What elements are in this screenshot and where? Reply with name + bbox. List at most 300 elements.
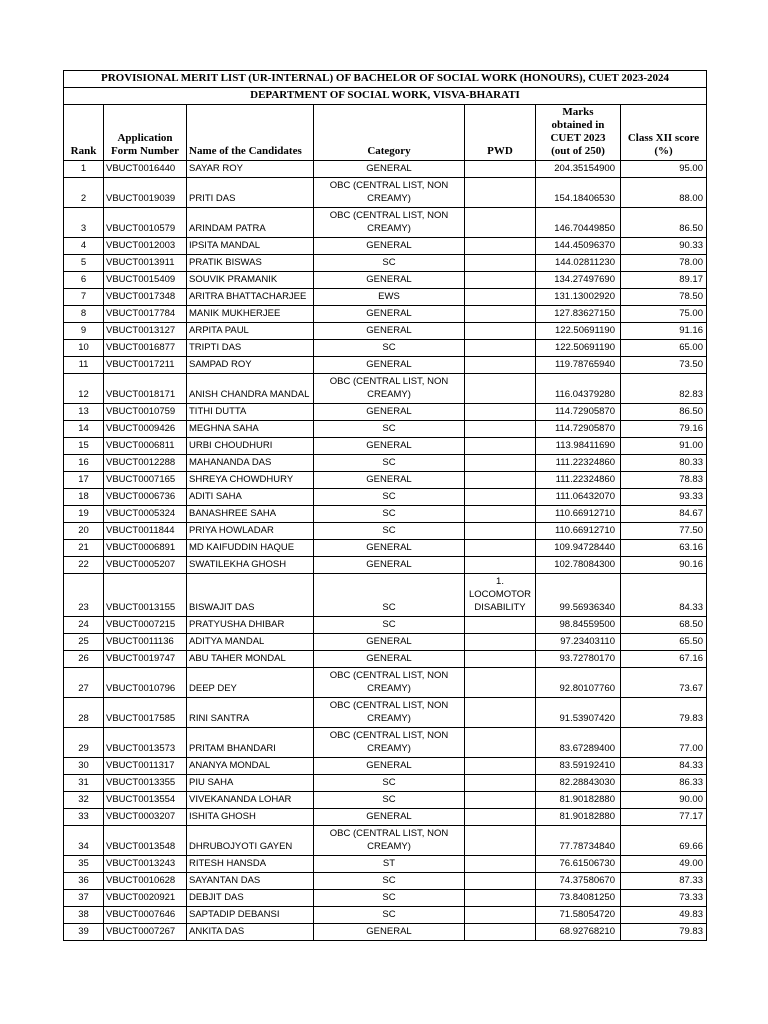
form-number-cell: VBUCT0011136 [104,634,187,651]
class-xii-score-cell: 65.50 [621,634,707,651]
pwd-cell: 1. LOCOMOTOR DISABILITY [465,574,536,617]
cuet-marks-cell: 97.23403110 [536,634,621,651]
pwd-cell [465,557,536,574]
cuet-marks-cell: 116.04379280 [536,374,621,404]
cuet-marks-cell: 122.50691190 [536,340,621,357]
class-xii-score-cell: 78.50 [621,289,707,306]
form-number-cell: VBUCT0012003 [104,238,187,255]
table-row [64,438,707,455]
name-cell: SAYAR ROY [187,161,314,178]
form-number-cell: VBUCT0017585 [104,698,187,728]
pwd-cell [465,809,536,826]
form-number-cell: VBUCT0013573 [104,728,187,758]
category-cell: OBC (CENTRAL LIST, NON CREAMY) [314,698,465,728]
form-number-cell: VBUCT0006891 [104,540,187,557]
table-body [64,161,707,941]
form-number-cell: VBUCT0010628 [104,873,187,890]
name-cell: VIVEKANANDA LOHAR [187,792,314,809]
form-number-cell: VBUCT0006811 [104,438,187,455]
rank-cell: 20 [64,523,104,540]
name-cell: SAPTADIP DEBANSI [187,907,314,924]
form-number-cell: VBUCT0006736 [104,489,187,506]
name-cell: MAHANANDA DAS [187,455,314,472]
category-cell: GENERAL [314,809,465,826]
header-category: Category [314,105,465,161]
class-xii-score-cell: 90.33 [621,238,707,255]
rank-cell: 16 [64,455,104,472]
name-cell: DHRUBOJYOTI GAYEN [187,826,314,856]
name-cell: TITHI DUTTA [187,404,314,421]
rank-cell: 38 [64,907,104,924]
pwd-cell [465,404,536,421]
category-cell: SC [314,506,465,523]
class-xii-score-cell: 77.00 [621,728,707,758]
header-name: Name of the Candidates [187,105,314,161]
category-cell: SC [314,792,465,809]
name-cell: SOUVIK PRAMANIK [187,272,314,289]
pwd-cell [465,907,536,924]
rank-cell: 24 [64,617,104,634]
class-xii-score-cell: 89.17 [621,272,707,289]
rank-cell: 35 [64,856,104,873]
table-row [64,698,707,728]
pwd-cell [465,357,536,374]
name-cell: DEBJIT DAS [187,890,314,907]
pwd-cell [465,238,536,255]
category-cell: OBC (CENTRAL LIST, NON CREAMY) [314,178,465,208]
category-cell: SC [314,873,465,890]
form-number-cell: VBUCT0019039 [104,178,187,208]
name-cell: SWATILEKHA GHOSH [187,557,314,574]
merit-list-table [63,70,707,941]
class-xii-score-cell: 78.83 [621,472,707,489]
header-marks-label: Marks obtained in CUET 2023 (out of 250) [550,106,606,157]
pwd-cell [465,208,536,238]
category-cell: EWS [314,289,465,306]
rank-cell: 27 [64,668,104,698]
class-xii-score-cell: 91.00 [621,438,707,455]
form-number-cell: VBUCT0016877 [104,340,187,357]
cuet-marks-cell: 83.67289400 [536,728,621,758]
category-cell: ST [314,856,465,873]
form-number-cell: VBUCT0017784 [104,306,187,323]
table-row [64,255,707,272]
category-cell: SC [314,340,465,357]
table-row [64,634,707,651]
form-number-cell: VBUCT0007646 [104,907,187,924]
rank-cell: 28 [64,698,104,728]
form-number-cell: VBUCT0013554 [104,792,187,809]
name-cell: SAYANTAN DAS [187,873,314,890]
pwd-cell [465,455,536,472]
table-row [64,238,707,255]
class-xii-score-cell: 79.83 [621,924,707,941]
rank-cell: 26 [64,651,104,668]
pwd-cell [465,540,536,557]
pwd-cell [465,161,536,178]
cuet-marks-cell: 144.45096370 [536,238,621,255]
rank-cell: 34 [64,826,104,856]
table-row [64,873,707,890]
title-row [64,71,707,88]
name-cell: BISWAJIT DAS [187,574,314,617]
rank-cell: 9 [64,323,104,340]
class-xii-score-cell: 73.50 [621,357,707,374]
name-cell: PRATIK BISWAS [187,255,314,272]
table-row [64,208,707,238]
class-xii-score-cell: 88.00 [621,178,707,208]
pwd-cell [465,255,536,272]
name-cell: BANASHREE SAHA [187,506,314,523]
category-cell: SC [314,890,465,907]
cuet-marks-cell: 144.02811230 [536,255,621,272]
name-cell: MANIK MUKHERJEE [187,306,314,323]
class-xii-score-cell: 78.00 [621,255,707,272]
name-cell: RITESH HANSDA [187,856,314,873]
class-xii-score-cell: 82.83 [621,374,707,404]
pwd-cell [465,178,536,208]
rank-cell: 36 [64,873,104,890]
name-cell: ARITRA BHATTACHARJEE [187,289,314,306]
class-xii-score-cell: 73.67 [621,668,707,698]
form-number-cell: VBUCT0013243 [104,856,187,873]
table-row [64,323,707,340]
table-row [64,651,707,668]
table-row [64,421,707,438]
cuet-marks-cell: 111.22324860 [536,455,621,472]
name-cell: ARINDAM PATRA [187,208,314,238]
table-row [64,340,707,357]
pwd-cell [465,668,536,698]
table-row [64,758,707,775]
cuet-marks-cell: 81.90182880 [536,792,621,809]
name-cell: RINI SANTRA [187,698,314,728]
category-cell: GENERAL [314,924,465,941]
category-cell: SC [314,523,465,540]
cuet-marks-cell: 113.98411690 [536,438,621,455]
pwd-cell [465,856,536,873]
table-row [64,523,707,540]
header-form-number: Application Form Number [104,105,187,161]
table-row [64,775,707,792]
cuet-marks-cell: 68.92768210 [536,924,621,941]
cuet-marks-cell: 92.80107760 [536,668,621,698]
form-number-cell: VBUCT0013355 [104,775,187,792]
category-cell: GENERAL [314,323,465,340]
class-xii-score-cell: 84.33 [621,758,707,775]
category-cell: GENERAL [314,634,465,651]
table-row [64,826,707,856]
class-xii-score-cell: 87.33 [621,873,707,890]
rank-cell: 15 [64,438,104,455]
class-xii-score-cell: 86.50 [621,208,707,238]
form-number-cell: VBUCT0011844 [104,523,187,540]
class-xii-score-cell: 49.00 [621,856,707,873]
rank-cell: 21 [64,540,104,557]
category-cell: GENERAL [314,758,465,775]
class-xii-score-cell: 73.33 [621,890,707,907]
table-row [64,890,707,907]
category-cell: OBC (CENTRAL LIST, NON CREAMY) [314,374,465,404]
category-cell: GENERAL [314,306,465,323]
pwd-cell [465,758,536,775]
name-cell: URBI CHOUDHURI [187,438,314,455]
cuet-marks-cell: 110.66912710 [536,523,621,540]
pwd-cell [465,728,536,758]
page-title: PROVISIONAL MERIT LIST (UR-INTERNAL) OF BACHELOR OF SOCIAL WORK (HONOURS), CUET 2023-2024 [64,71,707,88]
form-number-cell: VBUCT0020921 [104,890,187,907]
name-cell: PRATYUSHA DHIBAR [187,617,314,634]
form-number-cell: VBUCT0005324 [104,506,187,523]
pwd-cell [465,506,536,523]
rank-cell: 17 [64,472,104,489]
class-xii-score-cell: 75.00 [621,306,707,323]
class-xii-score-cell: 86.50 [621,404,707,421]
rank-cell: 11 [64,357,104,374]
pwd-cell [465,924,536,941]
department-title: DEPARTMENT OF SOCIAL WORK, VISVA-BHARATI [64,88,707,105]
header-rank: Rank [64,105,104,161]
pwd-cell [465,340,536,357]
name-cell: SHREYA CHOWDHURY [187,472,314,489]
pwd-cell [465,634,536,651]
name-cell: DEEP DEY [187,668,314,698]
name-cell: PRITAM BHANDARI [187,728,314,758]
name-cell: MEGHNA SAHA [187,421,314,438]
cuet-marks-cell: 102.78084300 [536,557,621,574]
name-cell: PIU SAHA [187,775,314,792]
cuet-marks-cell: 134.27497690 [536,272,621,289]
class-xii-score-cell: 91.16 [621,323,707,340]
cuet-marks-cell: 114.72905870 [536,421,621,438]
header-row [64,105,707,161]
table-row [64,856,707,873]
cuet-marks-cell: 76.61506730 [536,856,621,873]
name-cell: ARPITA PAUL [187,323,314,340]
form-number-cell: VBUCT0005207 [104,557,187,574]
name-cell: TRIPTI DAS [187,340,314,357]
name-cell: SAMPAD ROY [187,357,314,374]
pwd-cell [465,272,536,289]
rank-cell: 12 [64,374,104,404]
pwd-cell [465,775,536,792]
pwd-cell [465,890,536,907]
cuet-marks-cell: 111.22324860 [536,472,621,489]
pwd-cell [465,651,536,668]
class-xii-score-cell: 95.00 [621,161,707,178]
cuet-marks-cell: 204.35154900 [536,161,621,178]
rank-cell: 39 [64,924,104,941]
cuet-marks-cell: 83.59192410 [536,758,621,775]
table-row [64,907,707,924]
form-number-cell: VBUCT0007165 [104,472,187,489]
header-marks [536,105,621,161]
class-xii-score-cell: 79.83 [621,698,707,728]
class-xii-score-cell: 84.67 [621,506,707,523]
rank-cell: 7 [64,289,104,306]
class-xii-score-cell: 90.16 [621,557,707,574]
form-number-cell: VBUCT0013911 [104,255,187,272]
table-row [64,792,707,809]
category-cell: OBC (CENTRAL LIST, NON CREAMY) [314,208,465,238]
name-cell: ISHITA GHOSH [187,809,314,826]
pwd-cell [465,289,536,306]
subtitle-row [64,88,707,105]
table-row [64,357,707,374]
rank-cell: 4 [64,238,104,255]
cuet-marks-cell: 109.94728440 [536,540,621,557]
table-row [64,455,707,472]
name-cell: ABU TAHER MONDAL [187,651,314,668]
pwd-cell [465,523,536,540]
cuet-marks-cell: 154.18406530 [536,178,621,208]
rank-cell: 31 [64,775,104,792]
class-xii-score-cell: 77.50 [621,523,707,540]
form-number-cell: VBUCT0013127 [104,323,187,340]
pwd-cell [465,472,536,489]
rank-cell: 37 [64,890,104,907]
category-cell: OBC (CENTRAL LIST, NON CREAMY) [314,668,465,698]
cuet-marks-cell: 77.78734840 [536,826,621,856]
rank-cell: 22 [64,557,104,574]
cuet-marks-cell: 131.13002920 [536,289,621,306]
pwd-cell [465,617,536,634]
form-number-cell: VBUCT0007215 [104,617,187,634]
cuet-marks-cell: 114.72905870 [536,404,621,421]
table-row [64,306,707,323]
form-number-cell: VBUCT0017211 [104,357,187,374]
table-row [64,161,707,178]
class-xii-score-cell: 49.83 [621,907,707,924]
class-xii-score-cell: 68.50 [621,617,707,634]
cuet-marks-cell: 110.66912710 [536,506,621,523]
name-cell: ADITYA MANDAL [187,634,314,651]
pwd-cell [465,374,536,404]
name-cell: ANISH CHANDRA MANDAL [187,374,314,404]
table-row [64,540,707,557]
cuet-marks-cell: 81.90182880 [536,809,621,826]
cuet-marks-cell: 99.56936340 [536,574,621,617]
name-cell: IPSITA MANDAL [187,238,314,255]
table-row [64,809,707,826]
header-class-xii: Class XII score (%) [621,105,707,161]
cuet-marks-cell: 91.53907420 [536,698,621,728]
class-xii-score-cell: 77.17 [621,809,707,826]
class-xii-score-cell: 90.00 [621,792,707,809]
category-cell: GENERAL [314,472,465,489]
form-number-cell: VBUCT0015409 [104,272,187,289]
category-cell: SC [314,907,465,924]
rank-cell: 33 [64,809,104,826]
category-cell: SC [314,255,465,272]
form-number-cell: VBUCT0010759 [104,404,187,421]
name-cell: MD KAIFUDDIN HAQUE [187,540,314,557]
pwd-cell [465,489,536,506]
class-xii-score-cell: 93.33 [621,489,707,506]
name-cell: PRITI DAS [187,178,314,208]
table-row [64,617,707,634]
class-xii-score-cell: 63.16 [621,540,707,557]
class-xii-score-cell: 79.16 [621,421,707,438]
form-number-cell: VBUCT0017348 [104,289,187,306]
table-row [64,728,707,758]
category-cell: SC [314,574,465,617]
class-xii-score-cell: 67.16 [621,651,707,668]
table-row [64,506,707,523]
cuet-marks-cell: 146.70449850 [536,208,621,238]
cuet-marks-cell: 127.83627150 [536,306,621,323]
table-row [64,924,707,941]
table-row [64,374,707,404]
rank-cell: 32 [64,792,104,809]
form-number-cell: VBUCT0019747 [104,651,187,668]
table-row [64,557,707,574]
pwd-cell [465,306,536,323]
category-cell: OBC (CENTRAL LIST, NON CREAMY) [314,826,465,856]
rank-cell: 30 [64,758,104,775]
pwd-cell [465,421,536,438]
cuet-marks-cell: 73.84081250 [536,890,621,907]
category-cell: SC [314,421,465,438]
rank-cell: 14 [64,421,104,438]
class-xii-score-cell: 84.33 [621,574,707,617]
cuet-marks-cell: 82.28843030 [536,775,621,792]
rank-cell: 3 [64,208,104,238]
cuet-marks-cell: 119.78765940 [536,357,621,374]
category-cell: SC [314,775,465,792]
cuet-marks-cell: 122.50691190 [536,323,621,340]
class-xii-score-cell: 65.00 [621,340,707,357]
rank-cell: 5 [64,255,104,272]
form-number-cell: VBUCT0007267 [104,924,187,941]
form-number-cell: VBUCT0003207 [104,809,187,826]
pwd-cell [465,873,536,890]
form-number-cell: VBUCT0013155 [104,574,187,617]
cuet-marks-cell: 93.72780170 [536,651,621,668]
rank-cell: 19 [64,506,104,523]
table-row [64,489,707,506]
name-cell: PRIYA HOWLADAR [187,523,314,540]
pwd-cell [465,826,536,856]
name-cell: ANKITA DAS [187,924,314,941]
form-number-cell: VBUCT0009426 [104,421,187,438]
cuet-marks-cell: 74.37580670 [536,873,621,890]
form-number-cell: VBUCT0012288 [104,455,187,472]
pwd-cell [465,698,536,728]
rank-cell: 8 [64,306,104,323]
name-cell: ANANYA MONDAL [187,758,314,775]
form-number-cell: VBUCT0018171 [104,374,187,404]
category-cell: GENERAL [314,272,465,289]
form-number-cell: VBUCT0011317 [104,758,187,775]
table-row [64,668,707,698]
category-cell: GENERAL [314,438,465,455]
table-row [64,178,707,208]
rank-cell: 29 [64,728,104,758]
cuet-marks-cell: 98.84559500 [536,617,621,634]
form-number-cell: VBUCT0010579 [104,208,187,238]
class-xii-score-cell: 80.33 [621,455,707,472]
rank-cell: 13 [64,404,104,421]
category-cell: SC [314,489,465,506]
category-cell: GENERAL [314,540,465,557]
rank-cell: 1 [64,161,104,178]
pwd-cell [465,323,536,340]
form-number-cell: VBUCT0010796 [104,668,187,698]
rank-cell: 23 [64,574,104,617]
rank-cell: 2 [64,178,104,208]
category-cell: GENERAL [314,651,465,668]
